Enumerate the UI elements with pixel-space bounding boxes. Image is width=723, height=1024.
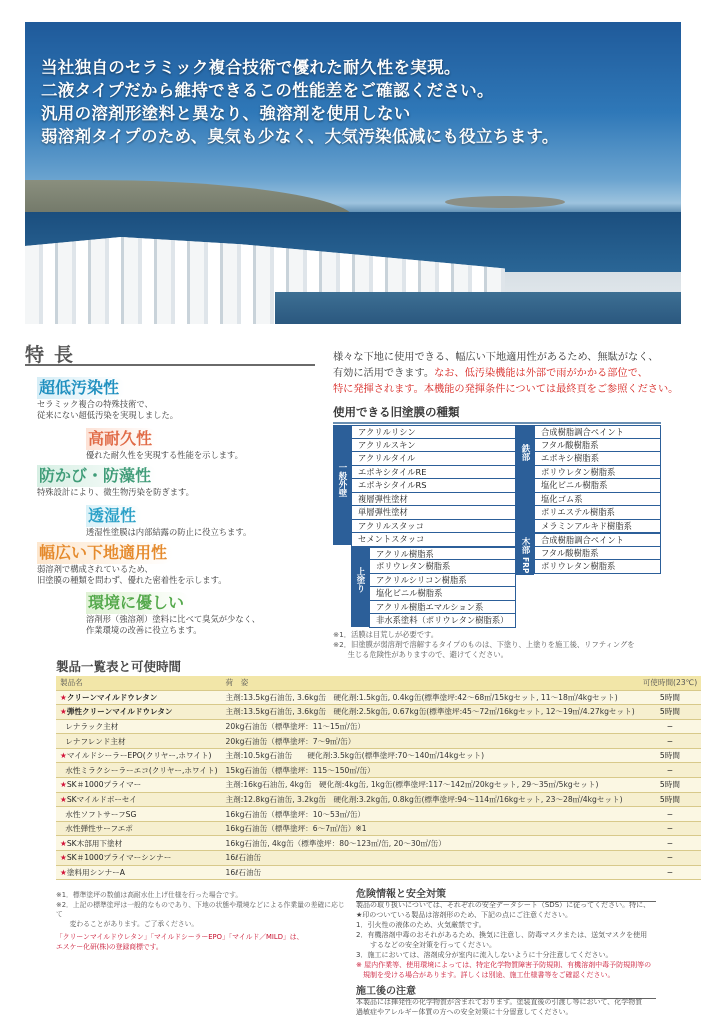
frp-label: FRP — [521, 556, 530, 574]
steel-coating-cell: フタル酸樹脂系 — [534, 439, 661, 453]
steel-coating-cell: 合成樹脂調合ペイント — [534, 425, 661, 439]
feature-durability — [86, 428, 243, 461]
table-row — [56, 807, 701, 822]
intro-line-red: 特に発揮されます。本機能の発揮条件については最終頁をご参照ください。 — [333, 384, 679, 395]
feature-title: 幅広い下地適用性 — [37, 542, 173, 564]
feature-substrate — [37, 542, 227, 586]
solvent-star-icon: ★ — [60, 853, 67, 863]
feature-low-soiling — [37, 377, 178, 421]
pot-life: 5時間 — [639, 705, 702, 720]
table-row — [56, 705, 701, 720]
general-label: 一般外壁 — [337, 463, 347, 497]
table-row — [56, 719, 701, 734]
hero-line: 汎用の溶剤形塗料と異なり、強溶剤を使用しない — [41, 104, 411, 123]
pot-life: 5時間 — [639, 792, 702, 807]
solvent-star-icon: ★ — [60, 751, 67, 761]
topcoat-coating-cell: アクリル樹脂系 — [369, 547, 516, 561]
intro-text — [333, 350, 683, 398]
table-header-row — [56, 676, 701, 690]
after-care-body: 本製品には揮発性の化学物質が含まれております。塗装直後の引渡し等において、化学物質 過敏症やアレルギー体質の方への安全対策に十分留意してください。 — [356, 998, 643, 1016]
trademark-note: エスケー化研(株)の登録商標です。 — [56, 942, 163, 951]
trademark-note: 「クリーンマイルドウレタン」「マイルドシーラーEPO」「マイルド／MILD」は、 — [56, 933, 304, 941]
product-spec: 15kg石油缶（標準塗坪：115～150㎡/缶） — [222, 763, 639, 778]
product-spec: 主剤:16kg石油缶, 4kg缶 硬化剤:4kg缶, 1kg缶(標準塗坪:117～142㎡/20kgセット, 29～35㎡/5kgセット) — [222, 778, 639, 793]
products-footnotes: ※1．標準塗坪の数値は高耐水仕上げ仕様を行った場合です。 ※2．上記の標準塗坪は一般的なものであり、下地の状態や環境などによる作業量の差確に応じて 変わることがあります。ご了承ください。 「クリーンマイルドウレタン」「マイルドシーラーEPO」「マイルド／MILD」は、 エスケー化研(株)の登録商標です。 — [56, 891, 345, 951]
products-table — [56, 676, 701, 880]
product-spec: 主剤:10.5kg石油缶 硬化剤:3.5kg缶(標準塗坪:70～140㎡/14kgセット) — [222, 748, 639, 763]
wood-label: 木部 — [520, 536, 530, 554]
old-coatings-title: 使用できる旧塗膜の種類 — [333, 404, 661, 424]
solvent-star-icon: ★ — [60, 780, 67, 790]
feature-title: 高耐久性 — [86, 428, 158, 450]
topcoat-coating-cell: アクリルシリコン樹脂系 — [369, 574, 516, 588]
general-coating-cell: アクリルリシン — [351, 425, 516, 439]
product-spec: 主剤:13.5kg石油缶, 3.6kg缶 硬化剤:1.5kg缶, 0.4kg缶(標準塗坪:42～68㎡/15kgセット, 11～18㎡/4kgセット) — [222, 690, 639, 705]
old-coatings-notes: ※1．活膜は目荒しが必要です。 ※2．旧塗膜が弱溶剤で溶解するタイプのものは、下塗り、上塗りを施工後、リフティングを 生じる危険性がありますので、避けてください。 — [333, 630, 635, 659]
product-name: 水性ソフトサーフSG — [56, 807, 222, 822]
table-row — [56, 690, 701, 705]
feature-eco — [86, 592, 260, 636]
product-spec: 20kg石油缶（標準塗坪：11～15㎡/缶） — [222, 719, 639, 734]
table-row — [56, 763, 701, 778]
general-coating-cell: アクリルスタッコ — [351, 520, 516, 534]
feature-desc: 溶剤形（強溶剤）塗料に比べて臭気が少なく、 作業環境の改善に役立ちます。 — [86, 614, 261, 635]
general-coating-cell: 単層弾性塗材 — [351, 506, 516, 520]
general-coating-cell: アクリルタイル — [351, 452, 516, 466]
feature-title: 防かび・防藻性 — [37, 465, 157, 487]
general-coating-cell: アクリルスキン — [351, 439, 516, 453]
features-heading: 特長 — [25, 340, 315, 366]
table-row — [56, 778, 701, 793]
product-spec: 16kg石油缶（標準塗坪：6～7㎡/缶）※1 — [222, 821, 639, 836]
wood-coating-cell: 合成樹脂調合ペイント — [534, 533, 661, 547]
product-spec: 16kg石油缶, 4kg缶（標準塗坪：80～123㎡/缶, 20～30㎡/缶） — [222, 836, 639, 851]
product-spec: 16ℓ石油缶 — [222, 851, 639, 866]
topcoat-label: 上塗り — [355, 567, 365, 593]
solvent-star-icon: ★ — [60, 838, 67, 848]
hero-line: 二液タイプだから維持できるこの性能差をご確認ください。 — [41, 81, 494, 100]
hero-line: 当社独自のセラミック複合技術で優れた耐久性を実現。 — [41, 58, 461, 77]
hero-image — [25, 22, 681, 324]
feature-title: 環境に優しい — [86, 592, 190, 614]
product-name: ★マイルドシーラーEPO(クリヤー,ホワイト) — [56, 748, 222, 763]
pot-life: − — [639, 851, 702, 866]
feature-breathability — [86, 505, 251, 538]
general-coating-cell: エポキシタイルRS — [351, 479, 516, 493]
feature-desc: 優れた耐久性を実現する性能を示します。 — [86, 450, 243, 460]
pot-life: − — [639, 821, 702, 836]
col-spec: 荷 姿 — [222, 676, 639, 690]
pot-life: 5時間 — [639, 748, 702, 763]
product-name: ★SKマイルドボーセイ — [56, 792, 222, 807]
steel-coating-cell: 塩化ビニル樹脂系 — [534, 479, 661, 493]
pot-life: − — [639, 807, 702, 822]
product-spec: 20kg石油缶（標準塗坪：7～9㎡/缶） — [222, 734, 639, 749]
pot-life: − — [639, 734, 702, 749]
general-coating-cell: 複層弾性塗材 — [351, 493, 516, 507]
product-spec: 主剤:13.5kg石油缶, 3.6kg缶 硬化剤:2.5kg缶, 0.67kg缶(標準塗坪:45～72㎡/16kgセット, 12～19㎡/4.27kgセット) — [222, 705, 639, 720]
product-name: レナフレンド主材 — [56, 734, 222, 749]
feature-desc: 透湿性塗膜は内部結露の防止に役立ちます。 — [86, 527, 252, 537]
intro-line: 有効に活用できます。なお、低汚染機能は外部で雨がかかる部位で、 — [333, 368, 648, 379]
feature-desc: 特殊設計により、微生物汚染を防ぎます。 — [37, 487, 194, 497]
solvent-star-icon: ★ — [60, 867, 67, 877]
safety-body: 製品の取り扱いについては、それぞれの安全データシート（SDS）に従ってください。特に、 ★印のついている製品は溶剤形のため、下記の点にご注意ください。 1．引火性の液体のため、火気厳禁です。 2．有機溶剤中毒のおそれがあるため、換気に注意し、防毒マスクまたは、送気マスクを使用 するなどの安全対策を行ってください。 3．施工においては、溶剤成分が室内に流入しないように十分注意してください。 ※ 屋内作業等、使用環境によっては、特定化学物質障害予防規則、有機溶剤中毒予防規則等の 規制を受ける場合があります。詳しくは別途、施工仕様書等をご確認ください。 — [356, 901, 652, 979]
pot-life: 5時間 — [639, 690, 702, 705]
product-spec: 16kg石油缶（標準塗坪：10～53㎡/缶） — [222, 807, 639, 822]
intro-line: 様々な下地に使用できる、幅広い下地適用性があるため、無駄がなく、 — [333, 352, 659, 363]
feature-title: 透湿性 — [86, 505, 142, 527]
product-name: ★弾性クリーンマイルドウレタン — [56, 705, 222, 720]
steel-label: 鉄部 — [520, 443, 530, 461]
hero-headline — [41, 56, 661, 148]
steel-coating-cell: 塩化ゴム系 — [534, 493, 661, 507]
col-time: 可使時間(23℃) — [639, 676, 702, 690]
pot-life: 5時間 — [639, 778, 702, 793]
product-name: ★SK＃1000プライマーシンナー — [56, 851, 222, 866]
pot-life: − — [639, 836, 702, 851]
solvent-star-icon: ★ — [60, 692, 67, 702]
solvent-star-icon: ★ — [60, 794, 67, 804]
product-spec: 主剤:12.8kg石油缶, 3.2kg缶 硬化剤:3.2kg缶, 0.8kg缶(標準塗坪:94～114㎡/16kgセット, 23～28㎡/4kgセット) — [222, 792, 639, 807]
steel-coating-cell: ポリエステル樹脂系 — [534, 506, 661, 520]
topcoat-coating-cell: 非水系塗料（ポリウレタン樹脂系） — [369, 614, 516, 628]
product-name: ★クリーンマイルドウレタン — [56, 690, 222, 705]
pot-life: − — [639, 763, 702, 778]
table-row — [56, 821, 701, 836]
feature-title: 超低汚染性 — [37, 377, 125, 399]
steel-coating-cell: エポキシ樹脂系 — [534, 452, 661, 466]
pot-life: − — [639, 719, 702, 734]
steel-coating-cell: メラミンアルキド樹脂系 — [534, 520, 661, 534]
products-title: 製品一覧表と可使時間 — [56, 659, 182, 674]
col-name: 製品名 — [56, 676, 222, 690]
island — [445, 196, 565, 208]
pot-life: − — [639, 865, 702, 880]
product-name: レナラック主材 — [56, 719, 222, 734]
table-row — [56, 734, 701, 749]
product-name: 水性弾性サーフエポ — [56, 821, 222, 836]
feature-desc: 弱溶剤で構成されているため、 旧塗膜の種類を問わず、優れた密着性を示します。 — [37, 564, 227, 585]
wood-coating-cell: ポリウレタン樹脂系 — [534, 560, 661, 574]
product-name: ★SK木部用下塗材 — [56, 836, 222, 851]
product-spec: 16ℓ石油缶 — [222, 865, 639, 880]
safety-title: 危険情報と安全対策 — [356, 885, 656, 902]
table-row — [56, 851, 701, 866]
topcoat-coating-cell: ポリウレタン樹脂系 — [369, 560, 516, 574]
feature-anti-mold — [37, 465, 194, 498]
table-row — [56, 836, 701, 851]
hero-line: 弱溶剤タイプのため、臭気も少なく、大気汚染低減にも役立ちます。 — [41, 127, 559, 146]
product-name: ★塗料用シンナーA — [56, 865, 222, 880]
general-coating-cell: セメントスタッコ — [351, 533, 516, 547]
topcoat-coating-cell: アクリル樹脂エマルション系 — [369, 601, 516, 615]
harbor — [275, 292, 681, 324]
topcoat-coating-cell: 塩化ビニル樹脂系 — [369, 587, 516, 601]
product-name: ★SK＃1000プライマー — [56, 778, 222, 793]
table-row — [56, 792, 701, 807]
product-name: 水性ミラクシーラーエコ(クリヤー,ホワイト) — [56, 763, 222, 778]
solvent-star-icon: ★ — [60, 707, 67, 717]
table-row — [56, 865, 701, 880]
table-row — [56, 748, 701, 763]
feature-desc: セラミック複合の特殊技術で、 従来にない超低汚染を実現しました。 — [37, 399, 179, 420]
after-care-title: 施工後の注意 — [356, 982, 656, 999]
wood-coating-cell: フタル酸樹脂系 — [534, 547, 661, 561]
steel-coating-cell: ポリウレタン樹脂系 — [534, 466, 661, 480]
general-coating-cell: エポキシタイルRE — [351, 466, 516, 480]
